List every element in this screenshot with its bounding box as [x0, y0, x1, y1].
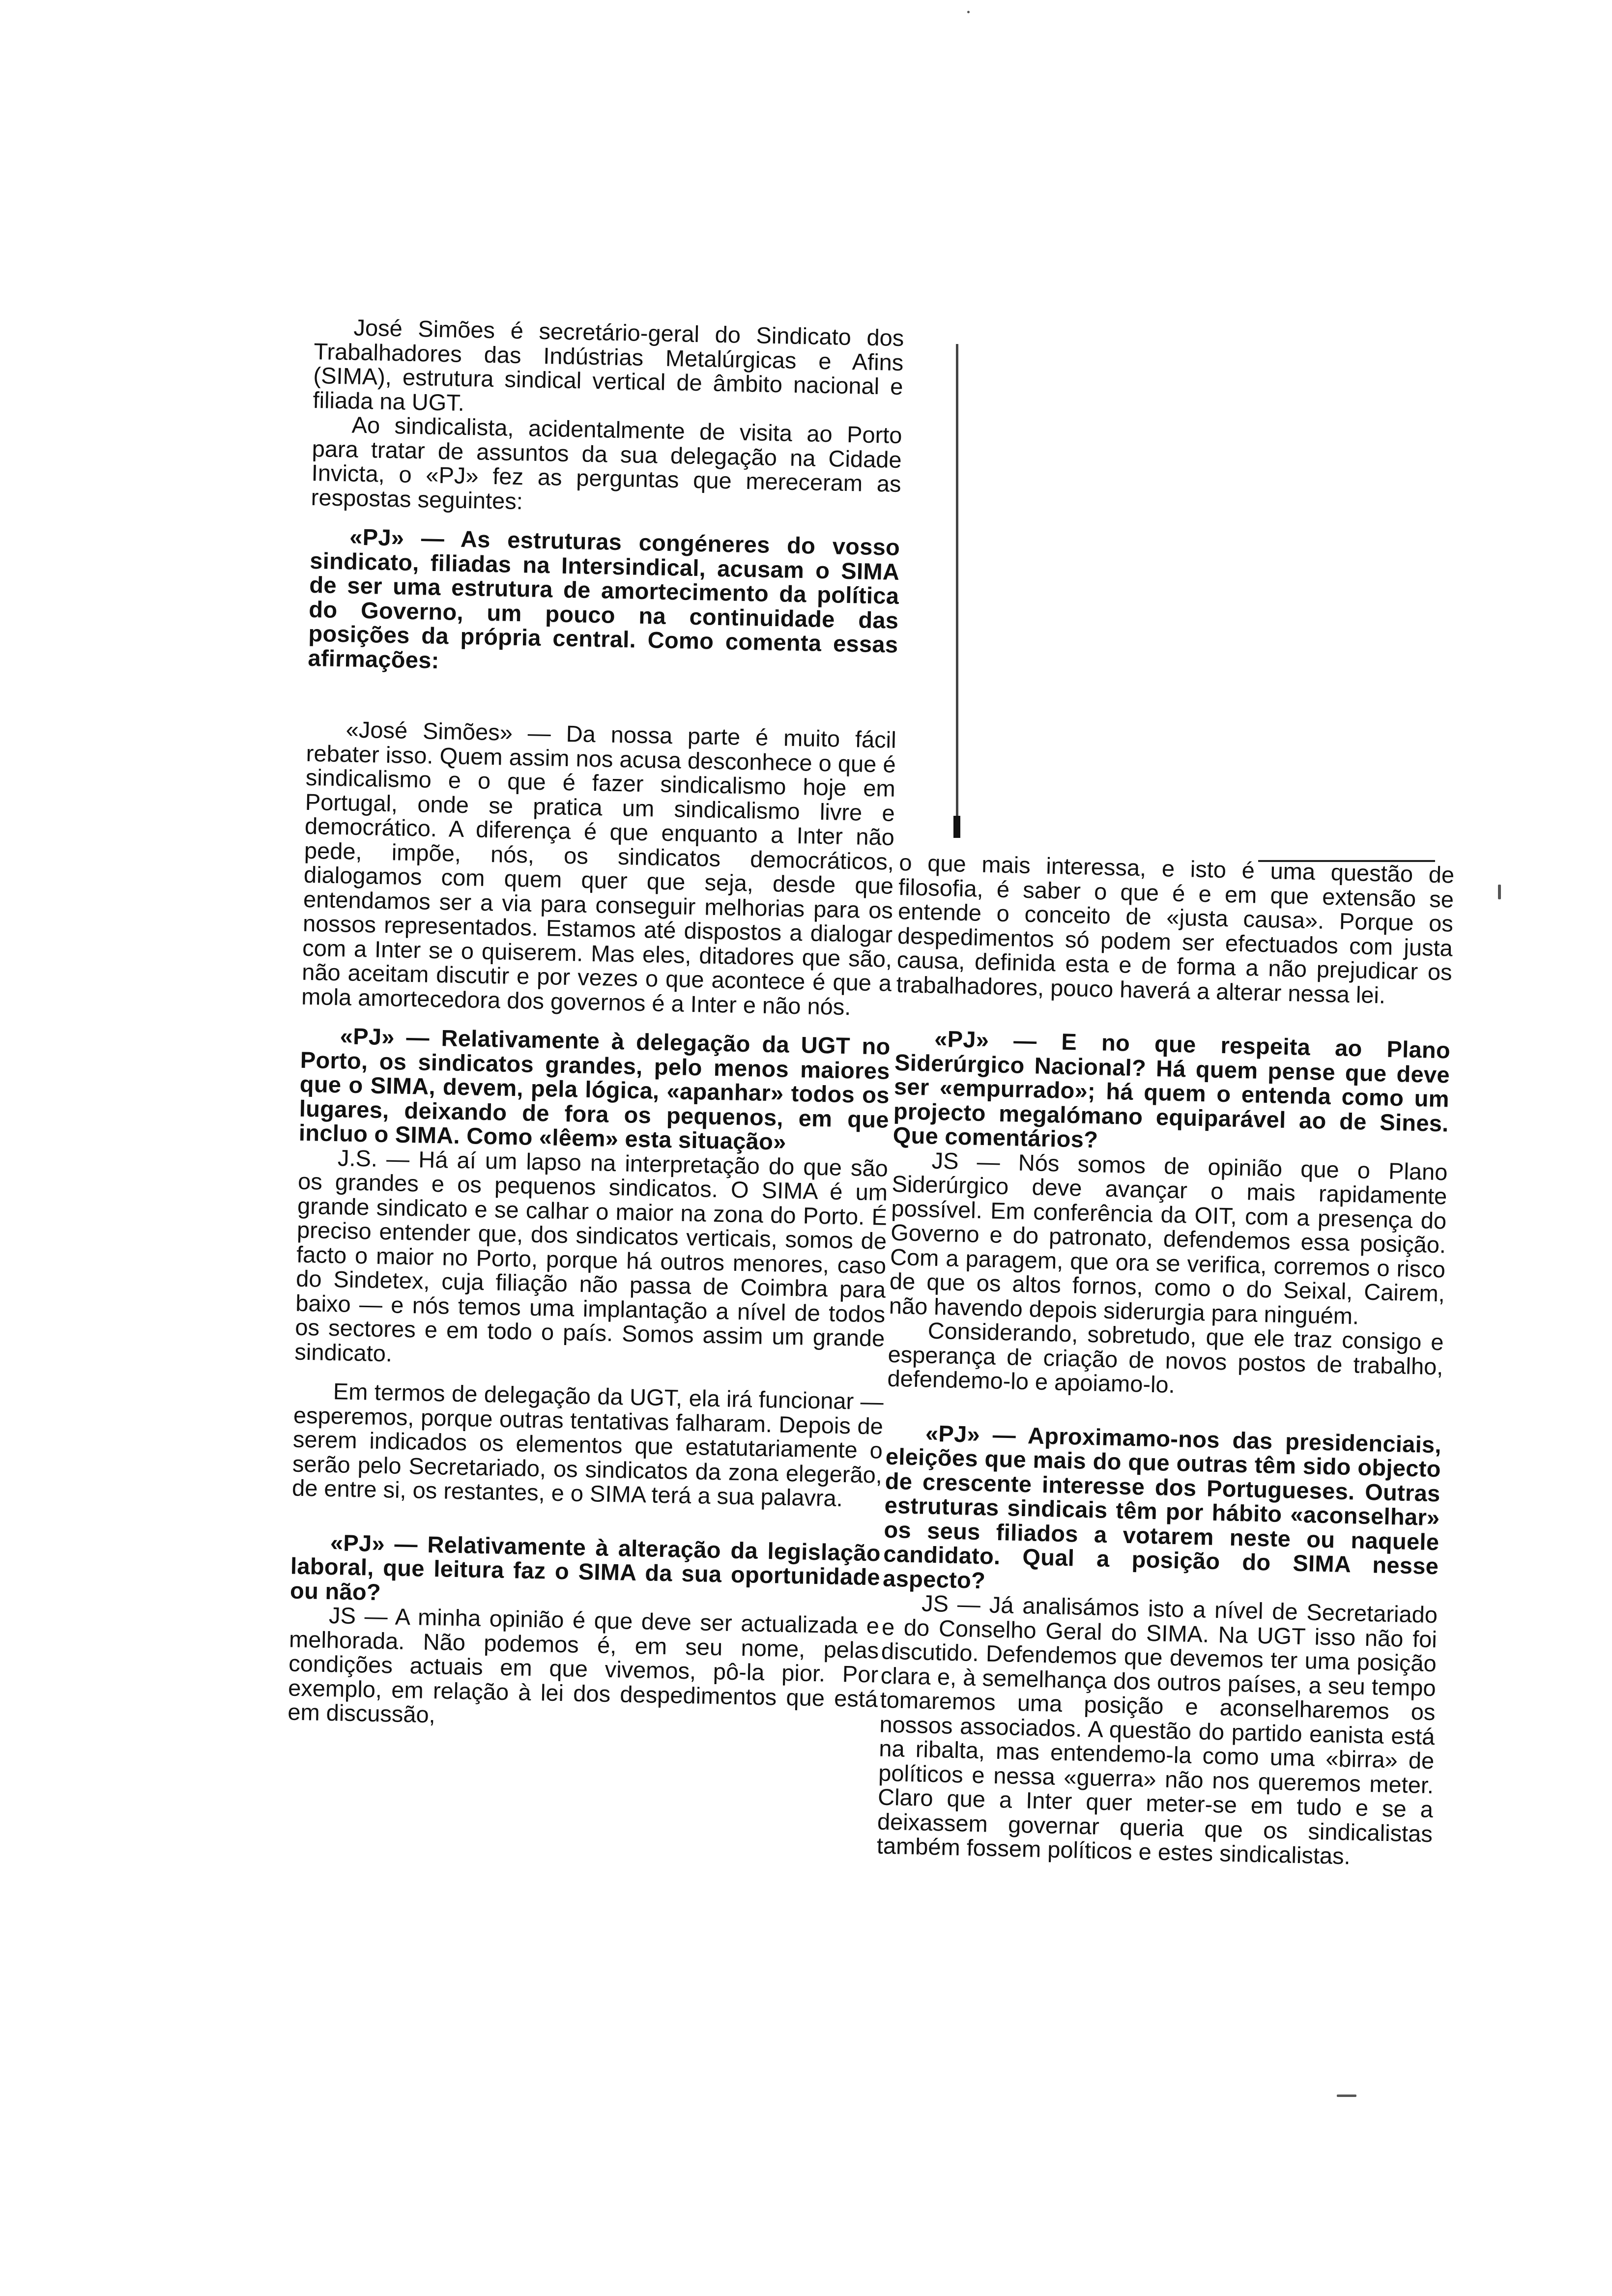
article-column-left	[281, 315, 904, 2075]
interview-question: «PJ» — As estruturas congéneres do vosso sindicato, filiadas na Intersindical, acusam o SIMA de ser uma estrutura de amortecimento da política do Governo, um pouco na continuidade das posições da própria central. Como comenta essas afirmações:	[308, 523, 900, 673]
interview-answer: Considerando, sobretudo, que ele traz consigo e esperança de criação de novos postos de trabalho, defendemo-lo e apoiamo-lo.	[887, 1317, 1444, 1398]
interview-answer: JS — A minha opinião é que deve ser actualizada e melhorada. Não podemos é, em seu nome, pelas condições actuais em que vivemos, pô-la pior. Por exemplo, em relação à lei dos despedimentos que está em discussão,	[287, 1602, 880, 1728]
interview-question: «PJ» — Relativamente à delegação da UGT no Porto, os sindicatos grandes, pelo menos maiores que o SIMA, devem, pela lógica, «apanhar» todos os lugares, deixando de fora os pequenos, em que incluo o SIMA. Como «lêem» esta situação»	[298, 1023, 891, 1155]
interview-question: «PJ» — E no que respeita ao Plano Siderúrgico Nacional? Há quem pense que deve ser «empurrado»; há quem o entenda como um projecto megalómano equiparável ao de Sines. Que comentários?	[892, 1025, 1451, 1153]
interview-answer: J.S. — Há aí um lapso na interpretação do que são os grandes e os pequenos sindicatos. O SIMA é um grande sindicato e se calhar o maior na zona do Porto. É preciso entender que, dos sindicatos verticais, somos de facto o maior no Porto, porque há outros menores, caso do Sindetex, cuja filiação não passa de Coimbra para baixo — e nós temos uma implantação a nível de todos os sectores e em todo o país. Somos assim um grande sindicato.	[294, 1144, 889, 1366]
interview-question: «PJ» — Relativamente à alteração da legislação laboral, que leitura faz o SIMA da sua oportunidade ou não?	[289, 1529, 881, 1605]
scan-speck	[967, 11, 970, 13]
interview-answer: JS — Nós somos de opinião que o Plano Siderúrgico deve avançar o mais rapidamente possível. Em conferência da OIT, com a presença do Governo e do patronato, defendemos essa posição. Com a paragem, que ora se verifica, corremos o risco de que os altos fornos, como o do Seixal, Cairem, não havendo depois siderurgia para ninguém.	[889, 1147, 1448, 1329]
interview-answer: «José Simões» — Da nossa parte é muito fácil rebater isso. Quem assim nos acusa desconhece o que é sindicalismo e o que é fazer sindicalismo hoje em Portugal, onde se pratica um sindicalismo livre e democrático. A diferença é que enquanto a Inter não pede, impõe, nós, os sindicatos democráticos, dialogamos com quem quer que seja, desde que entendamos ser a via para conseguir melhorias para os nossos representados. Estamos até dispostos a dialogar com a Inter se o quiserem. Mas eles, ditadores que são, não aceitam discutir e por vezes o que acontece é que a mola amortecedora dos governos é a Inter e não nós.	[301, 716, 897, 1020]
interview-answer: Em termos de delegação da UGT, ela irá funcionar — esperemos, porque outras tentativas falharam. Depois de serem indicados os elementos que estatutariamente o serão pelo Secretariado, os sindicatos da zona elegerão, de entre si, os restantes, e o SIMA terá a sua palavra.	[291, 1378, 884, 1512]
clipping-edge-mark	[953, 816, 960, 838]
interview-question: «PJ» — Aproximamo-nos das presidenciais, eleições que mais do que outras têm sido objecto de crescente interesse dos Portugueses. Outras estruturas sindicais têm por hábito «aconselhar» os seus filiados a votarem neste ou naquele candidato. Qual a posição do SIMA nesse aspecto?	[882, 1420, 1442, 1593]
scan-speck	[1498, 885, 1501, 899]
intro-paragraph: Ao sindicalista, acidentalmente de visita ao Porto para tratar de assuntos da sua delegação na Cidade Invicta, o «PJ» fez as perguntas que mereceram as respostas seguintes:	[311, 411, 903, 514]
interview-answer: o que mais interessa, e isto é uma questão de filosofia, é saber o que é e em que extensão se entende o conceito de «justa causa». Porque os despedimentos só podem ser efectuados com justa causa, definida esta e de forma a não prejudicar os trabalhadores, pouco haverá a alterar nessa lei.	[896, 849, 1455, 1008]
clipping-edge-line	[956, 344, 958, 835]
intro-paragraph: José Simões é secretário-geral do Sindicato dos Trabalhadores das Indústrias Metalúrgicas e Afins (SIMA), estrutura sindical vertical de âmbito nacional e filiada na UGT.	[313, 314, 904, 416]
interview-answer: JS — Já analisámos isto a nível de Secretariado e do Conselho Geral do SIMA. Na UGT isso não foi discutido. Defendemos que devemos ter uma posição clara e, à semelhança dos outros países, a seu tempo tomaremos uma posição e aconselharemos os nossos associados. A questão do partido eanista está na ribalta, mas entendemo-la como uma «birra» de políticos e nessa «guerra» não nos queremos meter. Claro que a Inter quer meter-se em tudo e se a deixassem governar queria que os sindicalistas também fossem políticos e estes sindicalistas.	[876, 1590, 1438, 1869]
article-column-right	[871, 850, 1455, 2101]
